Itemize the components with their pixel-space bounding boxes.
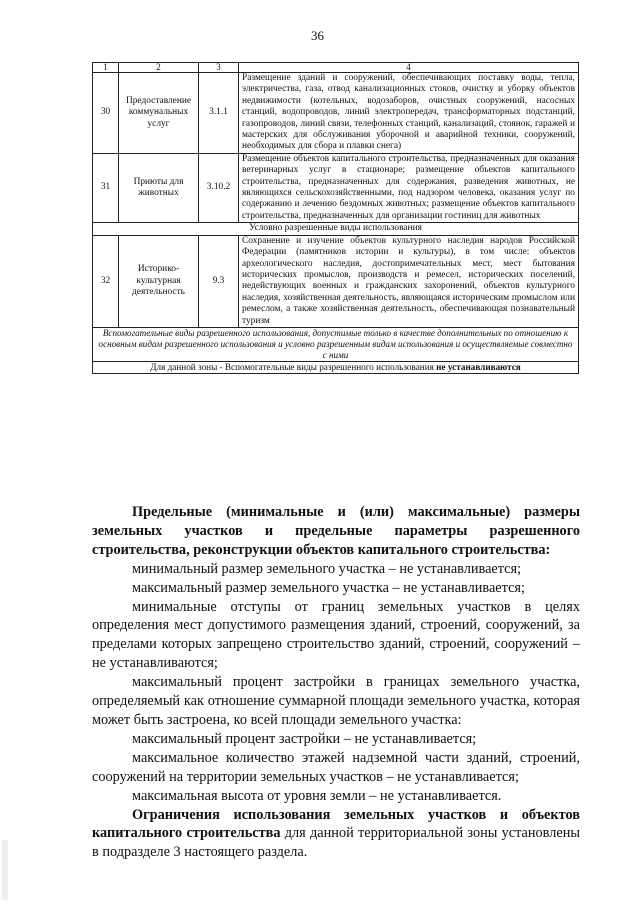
restrictions-bold: Ограничения использования земельных участков и объектов капитального строительства — [92, 806, 580, 842]
restrictions-rest: для данной территориальной зоны установлены в подразделе 3 настоящего раздела. — [92, 825, 580, 861]
parameter-item: максимальный размер земельного участка – не устанавливается; — [132, 579, 525, 596]
parameter-item: минимальные отступы от границ земельных участков в целях определения мест допустимого размещения зданий, строений, сооружений, за пределами которых запрещено строительство зданий, строений, сооружений – не устанавливаются; — [92, 598, 580, 672]
table-header-cell: 3 — [199, 63, 239, 73]
aux-section-row — [93, 327, 579, 361]
table-row — [93, 235, 579, 327]
table-header-cell: 1 — [93, 63, 119, 73]
table-header-cell: 2 — [119, 63, 199, 73]
use-code: 9.3 — [199, 235, 239, 327]
use-name: Историко-культурная деятельность — [119, 235, 199, 327]
aux-note — [93, 361, 579, 373]
aux-note-prefix: Для данной зоны - Вспомогательные виды разрешенного использования — [150, 361, 437, 372]
use-description: Размещение зданий и сооружений, обеспечивающих поставку воды, тепла, электричества, газа, отвод канализационных стоков, очистку и уборку объектов недвижимости (котельных, водозаборов, очистных сооружений, насосных станций, водопроводов, линий электропередач, трансформаторных подстанций, газопроводов, линий связи, телефонных станций, канализаций, стоянок, гаражей и мастерских для обслуживания уборочной и аварийной техники, сооружений, необходимых для сбора и плавки снега) — [239, 73, 579, 154]
land-use-table — [92, 62, 579, 374]
use-code: 3.1.1 — [199, 73, 239, 154]
row-number: 32 — [93, 235, 119, 327]
use-code: 3.10.2 — [199, 153, 239, 222]
row-number: 30 — [93, 73, 119, 154]
table-header-cell: 4 — [239, 63, 579, 73]
aux-note-emphasis: не устанавливаются — [436, 361, 521, 372]
table-header-row — [93, 63, 579, 73]
aux-section-title: Вспомогательные виды разрешенного использования, допустимые только в качестве дополнительных по отношению к основным видам разрешенного использования и условно разрешенным видам использования и осуществляемые совместно с ними — [93, 327, 579, 361]
use-description: Размещение объектов капитального строительства, предназначенных для оказания ветеринарных услуг в стационаре; размещение объектов капитального строительства, предназначенных для содержания, разведения животных, не являющихся сельскохозяйственными, под надзором человека, оказания услуг по содержанию и лечению бездомных животных; размещение объектов капитального строительства, предназначенных для организации гостиниц для животных — [239, 153, 579, 222]
use-name: Предоставление коммунальных услуг — [119, 73, 199, 154]
table-row — [93, 153, 579, 222]
parameters-section — [92, 503, 580, 862]
parameters-heading: Предельные (минимальные и (или) максимальные) размеры земельных участков и предельные параметры разрешенного строительства, реконструкции объектов капитального строительства: — [92, 504, 580, 558]
aux-note-row — [93, 361, 579, 373]
parameter-item: минимальный размер земельного участка – не устанавливается; — [132, 560, 522, 577]
row-number: 31 — [93, 153, 119, 222]
parameter-item: максимальная высота от уровня земли – не устанавливается. — [132, 787, 502, 804]
scan-margin-mark — [2, 840, 8, 900]
parameter-item: максимальное количество этажей надземной части зданий, строений, сооружений на территории земельных участков – не устанавливается; — [92, 749, 580, 785]
use-description: Сохранение и изучение объектов культурного наследия народов Российской Федерации (памятников истории и культуры), в том числе: объектов археологического наследия, достопримечательных мест, мест бытования исторических промыслов, производств и ремесел, исторических поселений, недействующих военных и гражданских захоронений, объектов культурного наследия, хозяйственная деятельность, являющаяся историческим промыслом или ремеслом, а также хозяйственная деятельность, обеспечивающая познавательный туризм — [239, 235, 579, 327]
parameter-item: максимальный процент застройки – не устанавливается; — [132, 730, 477, 747]
parameter-item: максимальный процент застройки в границах земельного участка, определяемый как отношение суммарной площади земельного участка, которая может быть застроена, ко всей площади земельного участка: — [92, 674, 580, 728]
section-conditional-title: Условно разрешенные виды использования — [93, 223, 579, 235]
restrictions-paragraph — [92, 806, 580, 863]
table-row — [93, 73, 579, 154]
section-header-row — [93, 223, 579, 235]
use-name: Приюты для животных — [119, 153, 199, 222]
page-number: 36 — [311, 28, 324, 43]
